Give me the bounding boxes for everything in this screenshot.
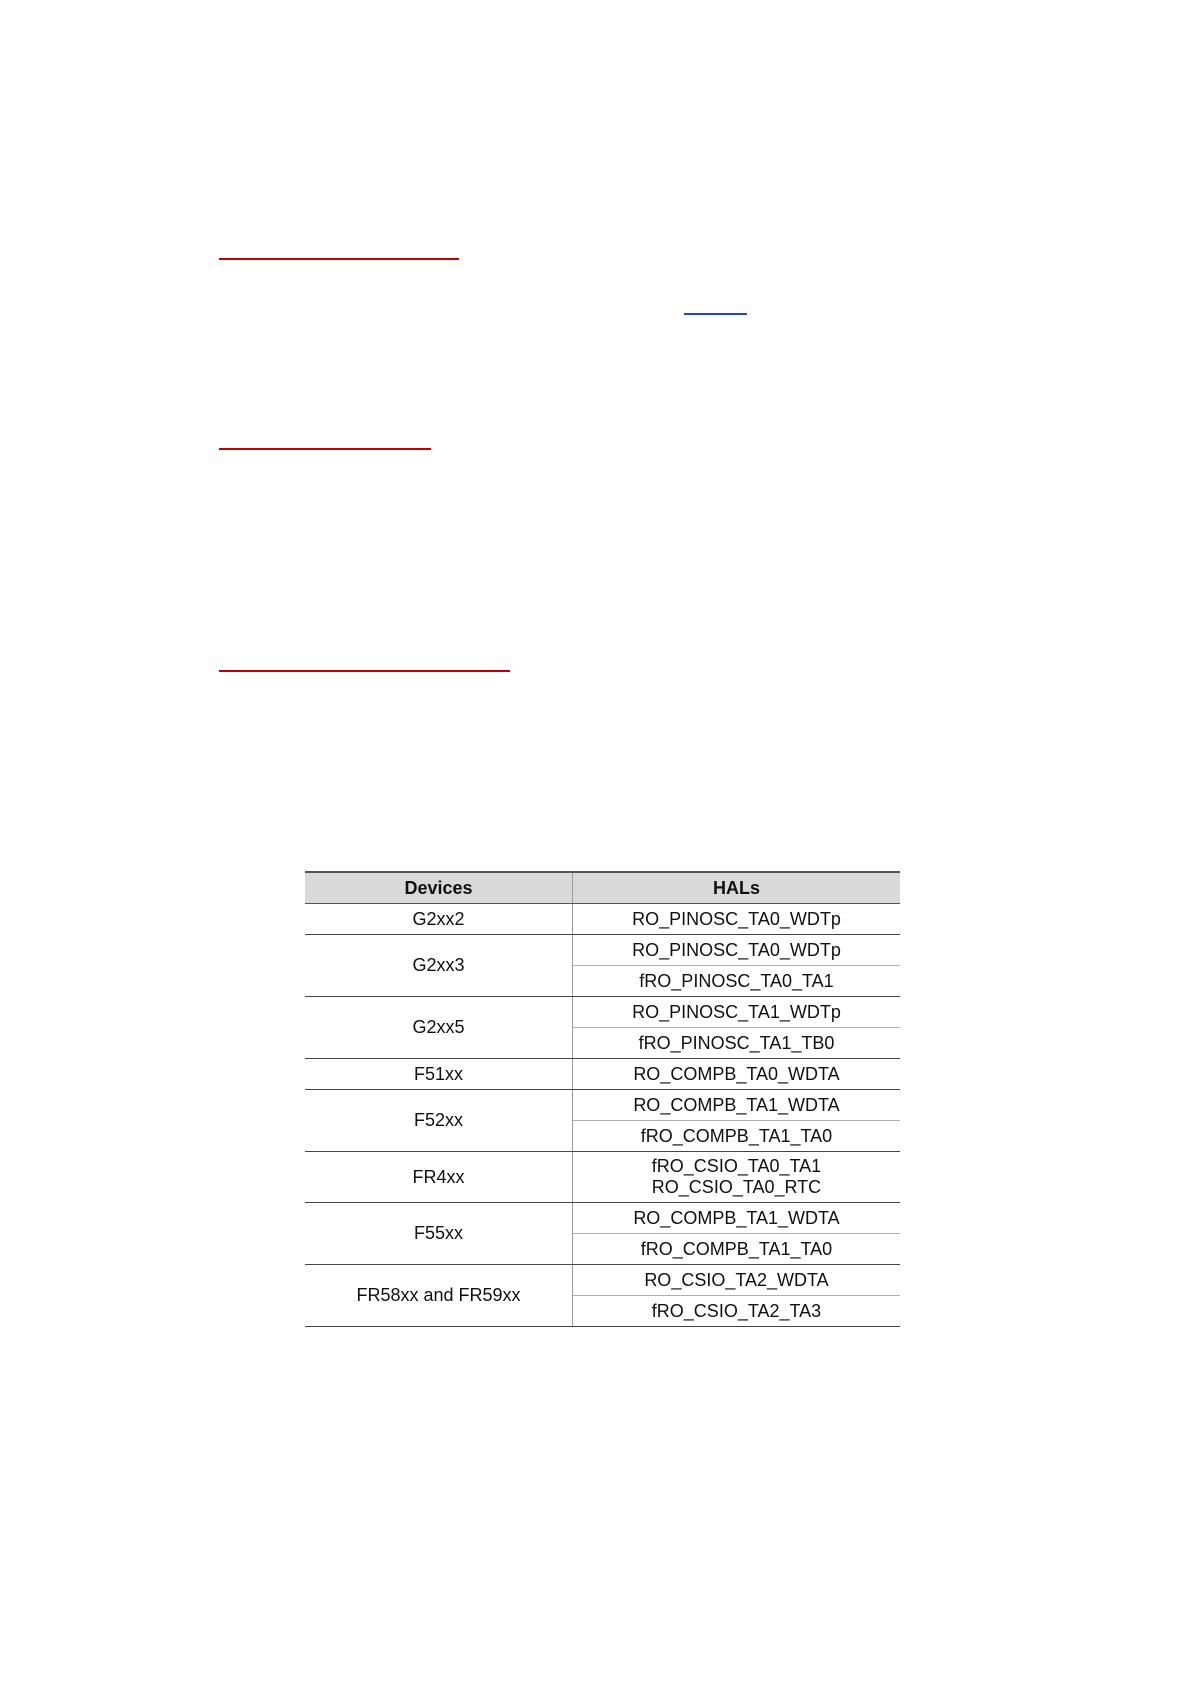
hal-cell: RO_CSIO_TA2_WDTA	[573, 1265, 901, 1296]
hal-cell: RO_COMPB_TA1_WDTA	[573, 1090, 901, 1121]
table-row	[305, 1059, 900, 1090]
heading-underline-3	[219, 670, 510, 672]
device-cell: G2xx5	[305, 997, 573, 1059]
table-row	[305, 997, 900, 1028]
column-header-hals: HALs	[573, 872, 901, 904]
device-cell: FR4xx	[305, 1152, 573, 1203]
device-cell: FR58xx and FR59xx	[305, 1265, 573, 1327]
table-row	[305, 1090, 900, 1121]
hal-cell: RO_PINOSC_TA0_WDTp	[573, 904, 901, 935]
device-cell: G2xx2	[305, 904, 573, 935]
table-header-row	[305, 872, 900, 904]
column-header-devices: Devices	[305, 872, 573, 904]
link-underline[interactable]	[684, 313, 747, 315]
table-row	[305, 935, 900, 966]
table-row	[305, 1265, 900, 1296]
device-hal-table	[305, 871, 900, 1327]
hal-cell: fRO_CSIO_TA2_TA3	[573, 1296, 901, 1327]
hal-cell: RO_PINOSC_TA1_WDTp	[573, 997, 901, 1028]
table-row	[305, 1152, 900, 1203]
hal-cell: RO_COMPB_TA1_WDTA	[573, 1203, 901, 1234]
heading-underline-1	[219, 258, 459, 260]
hal-cell: RO_COMPB_TA0_WDTA	[573, 1059, 901, 1090]
hal-cell: RO_PINOSC_TA0_WDTp	[573, 935, 901, 966]
table-row	[305, 904, 900, 935]
hal-line: fRO_CSIO_TA0_TA1	[651, 1156, 822, 1176]
device-cell: F52xx	[305, 1090, 573, 1152]
device-cell: F55xx	[305, 1203, 573, 1265]
hal-line: RO_CSIO_TA0_RTC	[651, 1177, 822, 1197]
hal-cell: fRO_COMPB_TA1_TA0	[573, 1234, 901, 1265]
hal-cell: fRO_PINOSC_TA0_TA1	[573, 966, 901, 997]
device-cell: G2xx3	[305, 935, 573, 997]
heading-underline-2	[219, 448, 431, 450]
table-row	[305, 1203, 900, 1234]
device-cell: F51xx	[305, 1059, 573, 1090]
hal-cell	[573, 1152, 901, 1203]
hal-cell: fRO_PINOSC_TA1_TB0	[573, 1028, 901, 1059]
hal-cell: fRO_COMPB_TA1_TA0	[573, 1121, 901, 1152]
